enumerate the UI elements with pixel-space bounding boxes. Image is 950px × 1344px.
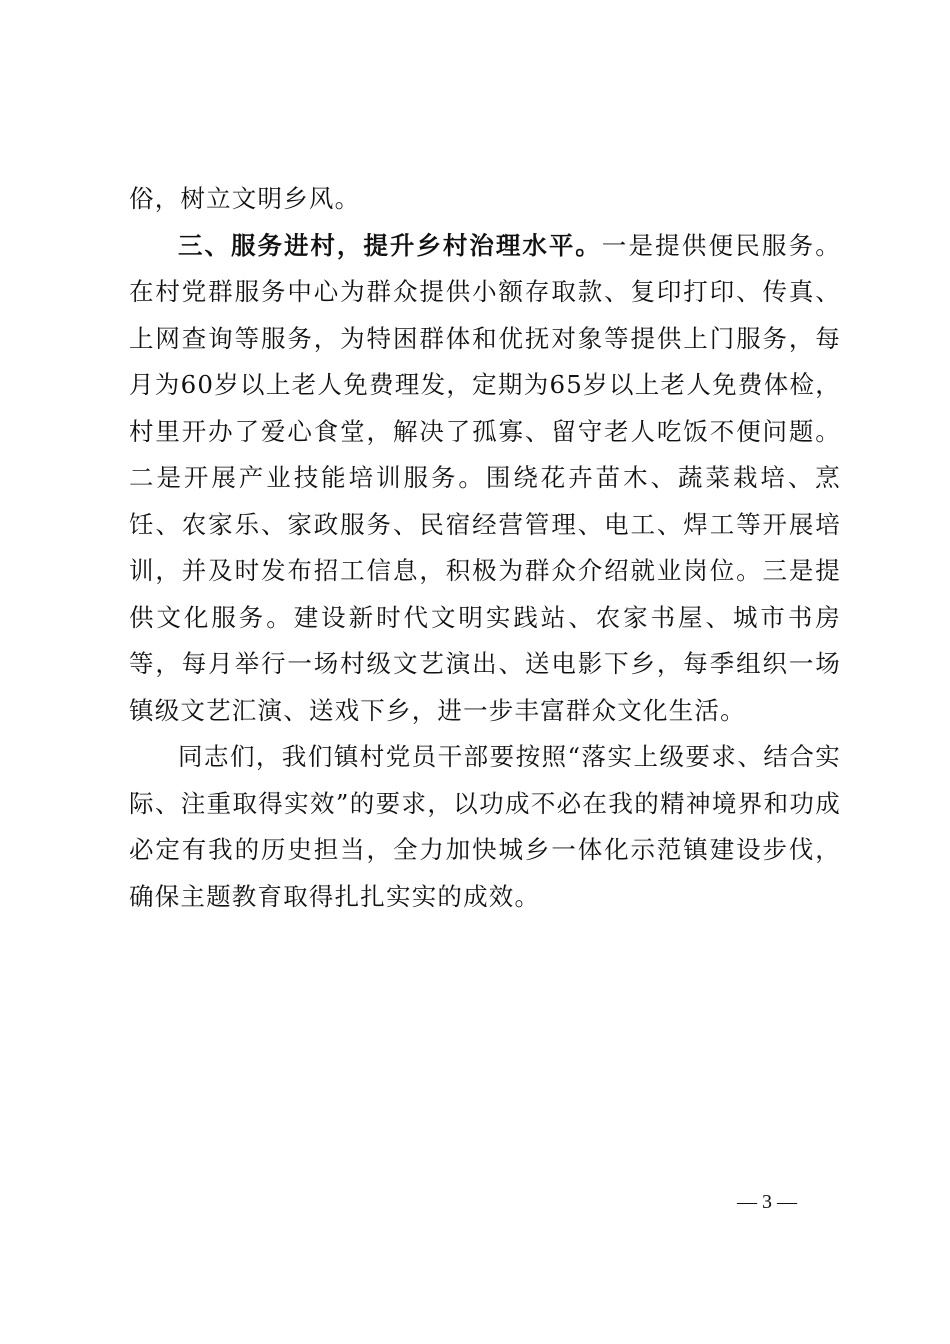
paragraph-text: 同志们，我们镇村党员干部要按照“落实上级要求、结合实际、注重取得实效”的要求，以功成不必在我的精神境界和功成必定有我的历史担当，全力加快城乡一体化示范镇建设步伐，确保主题教育取得扎扎实实的成效。	[129, 742, 841, 911]
page-number: — 3 —	[737, 1191, 797, 1213]
section-heading: 三、服务进村，提升乡村治理水平。	[178, 230, 602, 260]
paragraph-continuation	[129, 176, 841, 223]
document-body	[129, 176, 841, 920]
paragraph-text: 俗，树立文明乡风。	[129, 184, 361, 213]
paragraph-section-three	[129, 223, 841, 735]
paragraph-text: 一是提供便民服务。在村党群服务中心为群众提供小额存取款、复印打印、传真、上网查询等服务，为特困群体和优抚对象等提供上门服务，每月为60岁以上老人免费理发，定期为65岁以上老人免费体检，村里开办了爱心食堂，解决了孤寡、留守老人吃饭不便问题。二是开展产业技能培训服务。围绕花卉苗木、蔬菜栽培、烹饪、农家乐、家政服务、民宿经营管理、电工、焊工等开展培训，并及时发布招工信息，积极为群众介绍就业岗位。三是提供文化服务。建设新时代文明实践站、农家书屋、城市书房等，每月举行一场村级文艺演出、送电影下乡，每季组织一场镇级文艺汇演、送戏下乡，进一步丰富群众文化生活。	[129, 230, 841, 725]
paragraph-closing	[129, 734, 841, 920]
